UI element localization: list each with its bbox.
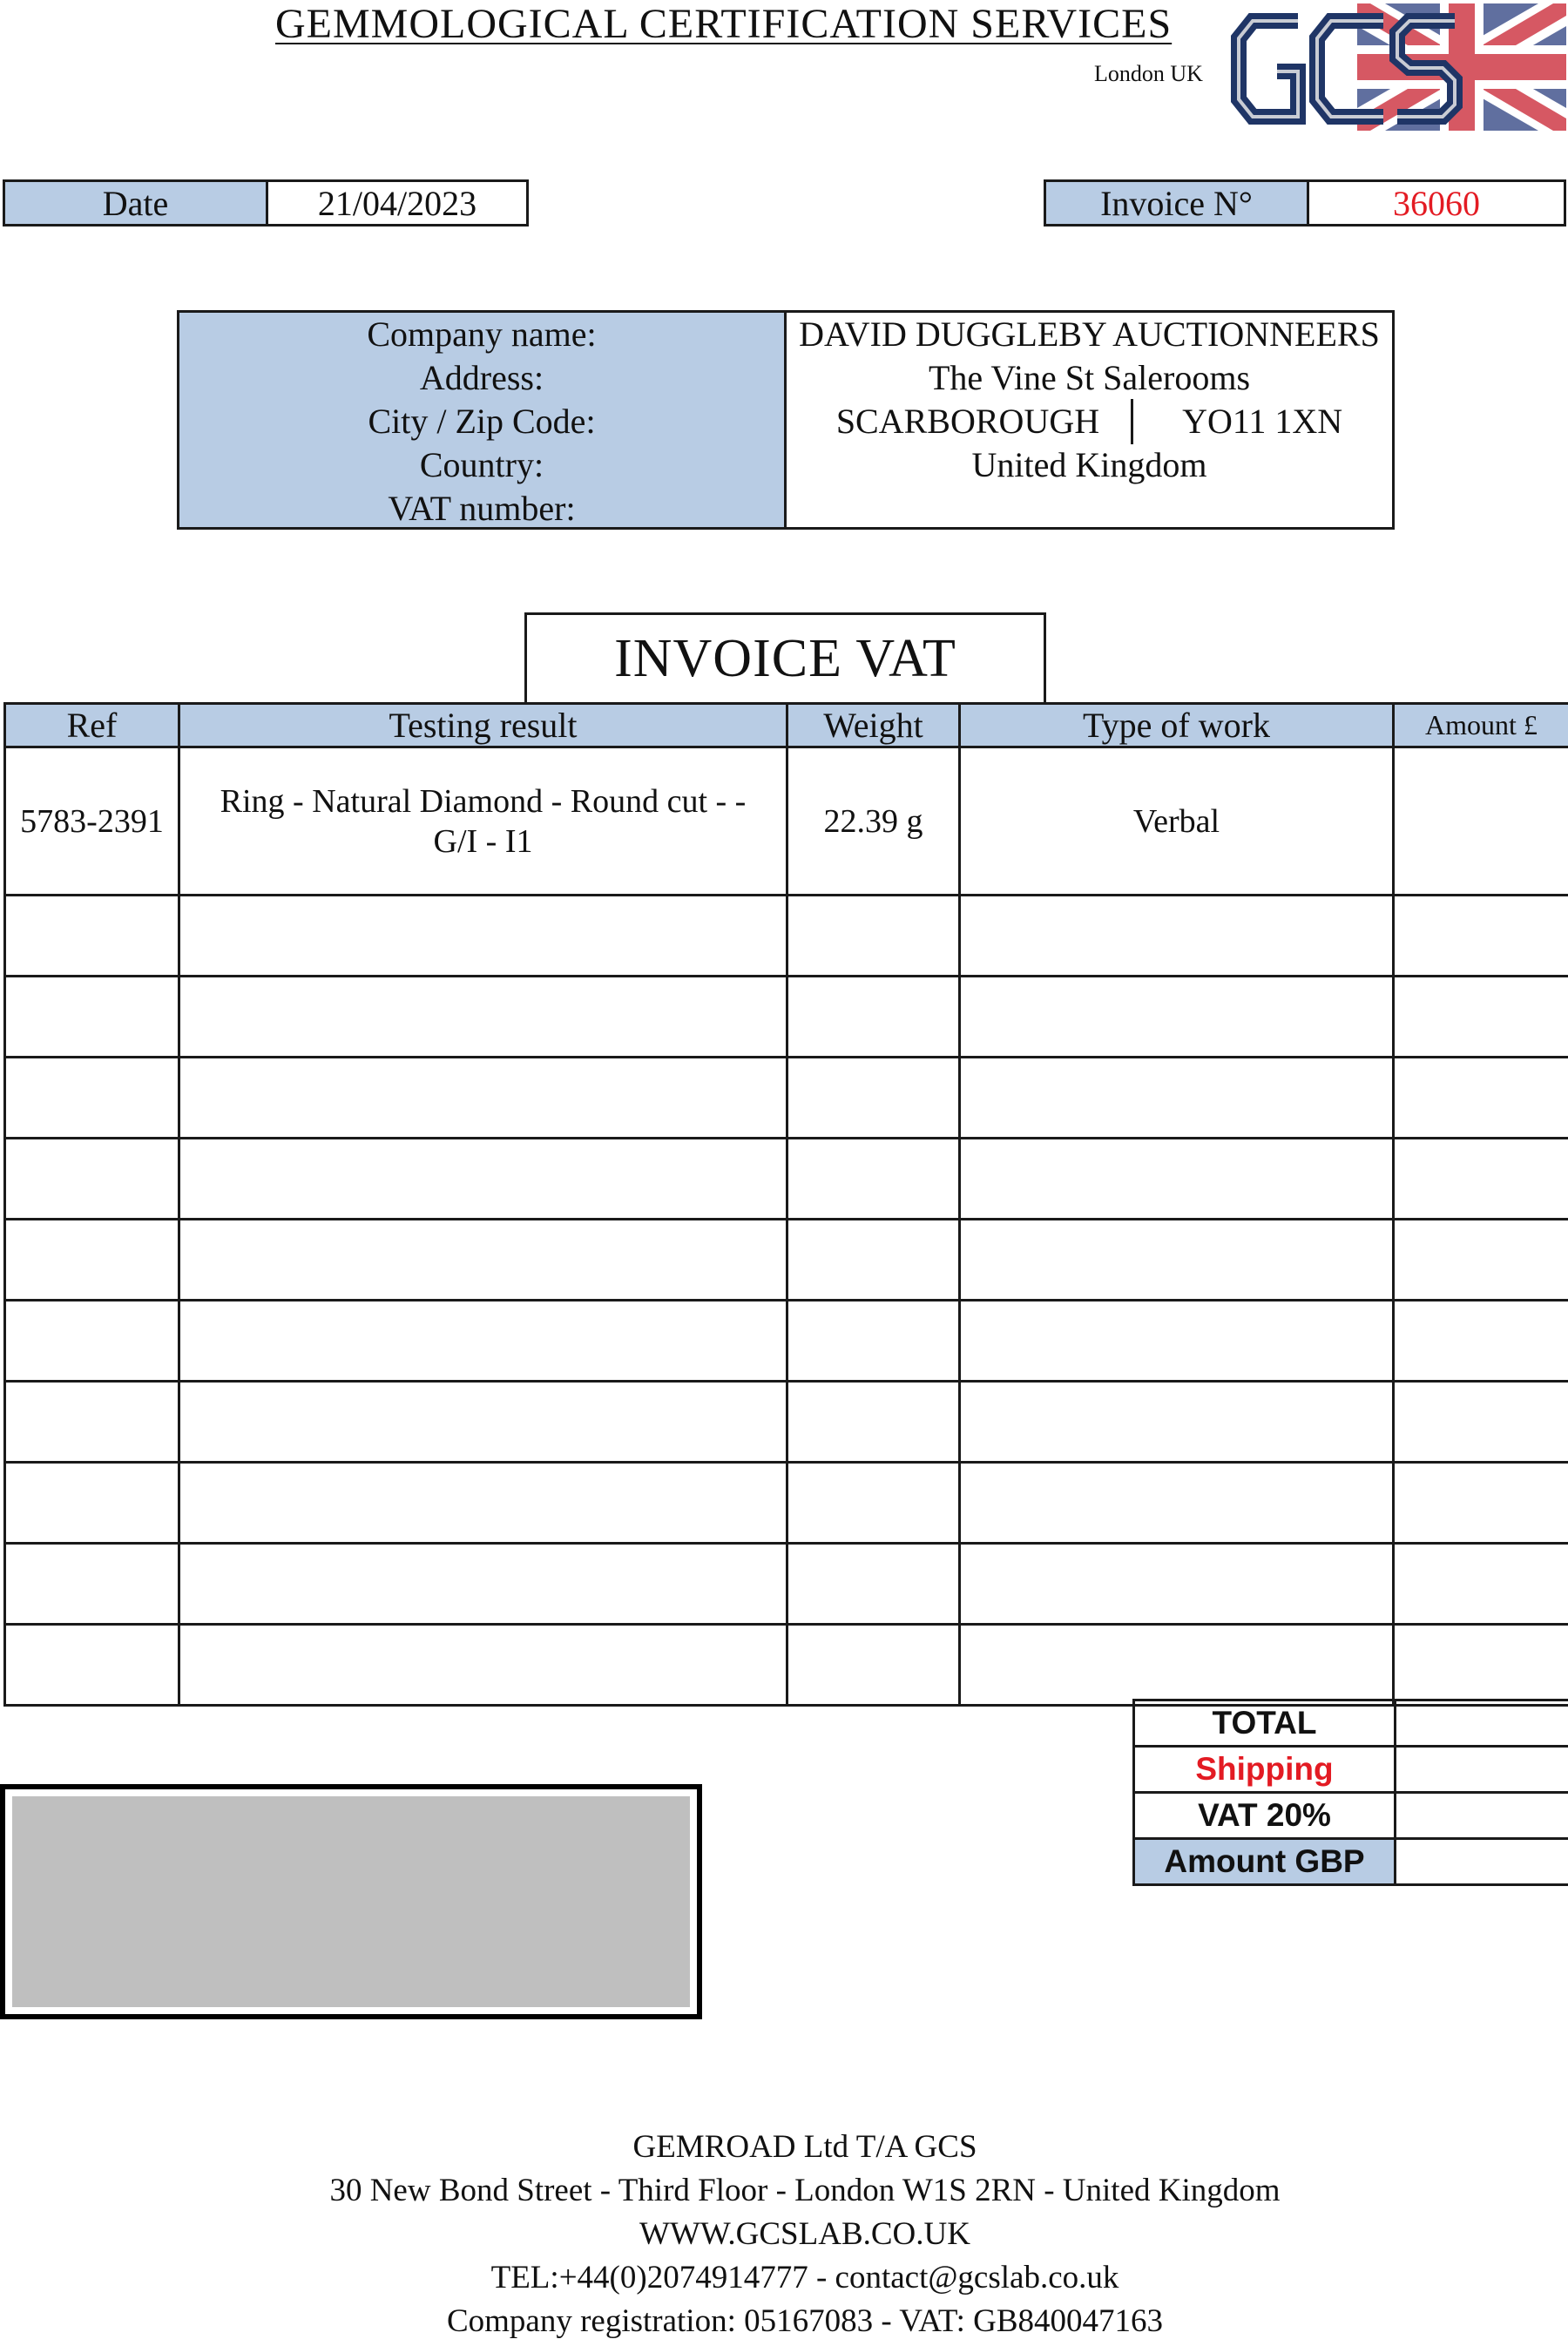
- ref-cell: [5, 1301, 179, 1382]
- weight-cell: [787, 896, 960, 977]
- city-zip-value: [836, 400, 1342, 443]
- weight-cell: [787, 1625, 960, 1706]
- table-row: [5, 1382, 1568, 1463]
- ref-cell: [5, 977, 179, 1058]
- testing-result-cell: [179, 1139, 787, 1220]
- date-label: Date: [5, 182, 268, 224]
- testing-result-cell: [179, 1220, 787, 1301]
- total-value: [1396, 1700, 1568, 1747]
- amount-gbp-row: [1134, 1839, 1568, 1885]
- invoice-title: INVOICE VAT: [524, 612, 1046, 702]
- stamp-box-fill: [12, 1796, 690, 2007]
- country-label: Country:: [419, 445, 544, 484]
- testing-result-cell: [179, 1058, 787, 1139]
- testing-result-cell: [179, 1625, 787, 1706]
- table-row: [5, 1139, 1568, 1220]
- type-of-work-cell: [960, 896, 1394, 977]
- amount-cell: [1394, 1058, 1568, 1139]
- testing-result-header: Testing result: [179, 704, 787, 747]
- testing-result-cell: [179, 1544, 787, 1625]
- type-of-work-cell: [960, 1382, 1394, 1463]
- company-location: London UK: [1094, 61, 1203, 86]
- shipping-label: Shipping: [1134, 1747, 1396, 1793]
- table-row: [5, 1220, 1568, 1301]
- company-title: GEMMOLOGICAL CERTIFICATION SERVICES: [275, 1, 1173, 47]
- total-label: TOTAL: [1134, 1700, 1396, 1747]
- type-of-work-cell: [960, 1544, 1394, 1625]
- shipping-value: [1396, 1747, 1568, 1793]
- amount-gbp-label: Amount GBP: [1134, 1839, 1396, 1885]
- type-of-work-cell: [960, 1625, 1394, 1706]
- footer-website: WWW.GCSLAB.CO.UK: [639, 2216, 970, 2252]
- city-value: SCARBOROUGH: [835, 402, 1100, 441]
- type-of-work-cell: [960, 977, 1394, 1058]
- weight-cell: [787, 1301, 960, 1382]
- testing-result-cell: [179, 1382, 787, 1463]
- city-zip-divider: [1131, 399, 1133, 444]
- client-labels: [179, 313, 787, 527]
- company-name-label: Company name:: [367, 314, 597, 354]
- footer-company: GEMROAD Ltd T/A GCS: [632, 2129, 977, 2165]
- footer: [0, 2126, 1568, 2343]
- vat-row: [1134, 1793, 1568, 1839]
- amount-gbp-value: [1396, 1839, 1568, 1885]
- weight-cell: [787, 1058, 960, 1139]
- ref-cell: 5783-2391: [5, 747, 179, 896]
- type-of-work-cell: [960, 1220, 1394, 1301]
- items-table: [3, 702, 1568, 1707]
- testing-result-cell: [179, 896, 787, 977]
- ref-cell: [5, 1058, 179, 1139]
- totals-table: [1132, 1699, 1568, 1886]
- table-row: [5, 896, 1568, 977]
- date-value: 21/04/2023: [317, 183, 477, 223]
- table-row: [5, 1301, 1568, 1382]
- amount-cell: [1394, 747, 1568, 896]
- type-of-work-cell: [960, 1139, 1394, 1220]
- invoice-number-label: Invoice N°: [1046, 182, 1309, 224]
- amount-cell: [1394, 977, 1568, 1058]
- table-row: [5, 747, 1568, 896]
- amount-cell: [1394, 1220, 1568, 1301]
- ref-cell: [5, 1544, 179, 1625]
- testing-result-cell: [179, 1301, 787, 1382]
- type-of-work-cell: [960, 1301, 1394, 1382]
- invoice-number-field: [1044, 179, 1566, 226]
- amount-cell: [1394, 1625, 1568, 1706]
- vat-number-label: VAT number:: [388, 489, 576, 528]
- amount-cell: [1394, 1544, 1568, 1625]
- table-row: [5, 1625, 1568, 1706]
- table-row: [5, 1463, 1568, 1544]
- table-header-row: [5, 704, 1568, 747]
- client-values: [787, 313, 1392, 527]
- testing-result-cell: [179, 977, 787, 1058]
- weight-cell: 22.39 g: [787, 747, 960, 896]
- testing-result-cell: [179, 747, 787, 896]
- ref-cell: [5, 1220, 179, 1301]
- amount-cell: [1394, 1382, 1568, 1463]
- shipping-row: [1134, 1747, 1568, 1793]
- logo-text: GCS: [1227, 3, 1228, 4]
- testing-result-text: Ring - Natural Diamond - Round cut - - G/I - I1: [220, 782, 747, 860]
- amount-cell: [1394, 896, 1568, 977]
- weight-header: Weight: [787, 704, 960, 747]
- weight-cell: [787, 1544, 960, 1625]
- testing-result-cell: [179, 1463, 787, 1544]
- table-row: [5, 1544, 1568, 1625]
- invoice-number-value: 36060: [1393, 183, 1480, 223]
- stamp-box: [0, 1784, 702, 2019]
- ref-cell: [5, 1625, 179, 1706]
- amount-cell: [1394, 1463, 1568, 1544]
- ref-cell: [5, 896, 179, 977]
- footer-contact: TEL:+44(0)2074914777 - contact@gcslab.co.uk: [490, 2260, 1119, 2295]
- ref-cell: [5, 1382, 179, 1463]
- ref-cell: [5, 1139, 179, 1220]
- type-of-work-cell: [960, 1058, 1394, 1139]
- address-label: Address:: [419, 358, 544, 397]
- footer-registration: Company registration: 05167083 - VAT: GB840047163: [446, 2303, 1164, 2339]
- city-zip-label: City / Zip Code:: [368, 402, 596, 441]
- amount-cell: [1394, 1139, 1568, 1220]
- amount-header: Amount £: [1394, 704, 1568, 747]
- weight-cell: [787, 1220, 960, 1301]
- footer-address: 30 New Bond Street - Third Floor - London W1S 2RN - United Kingdom: [329, 2173, 1281, 2208]
- table-row: [5, 977, 1568, 1058]
- weight-cell: [787, 1463, 960, 1544]
- table-row: [5, 1058, 1568, 1139]
- date-field: [3, 179, 529, 226]
- weight-cell: [787, 977, 960, 1058]
- gcs-logo: [1227, 3, 1566, 131]
- vat-label: VAT 20%: [1134, 1793, 1396, 1839]
- company-name-value: DAVID DUGGLEBY AUCTIONNEERS: [799, 314, 1380, 354]
- vat-value: [1396, 1793, 1568, 1839]
- amount-cell: [1394, 1301, 1568, 1382]
- type-of-work-header: Type of work: [960, 704, 1394, 747]
- weight-cell: [787, 1382, 960, 1463]
- type-of-work-cell: Verbal: [960, 747, 1394, 896]
- address-value: The Vine St Salerooms: [928, 358, 1251, 397]
- zip-value: YO11 1XN: [1182, 402, 1343, 441]
- client-details: [177, 310, 1395, 530]
- total-row: [1134, 1700, 1568, 1747]
- country-value: United Kingdom: [971, 445, 1207, 484]
- weight-cell: [787, 1139, 960, 1220]
- ref-cell: [5, 1463, 179, 1544]
- ref-header: Ref: [5, 704, 179, 747]
- type-of-work-cell: [960, 1463, 1394, 1544]
